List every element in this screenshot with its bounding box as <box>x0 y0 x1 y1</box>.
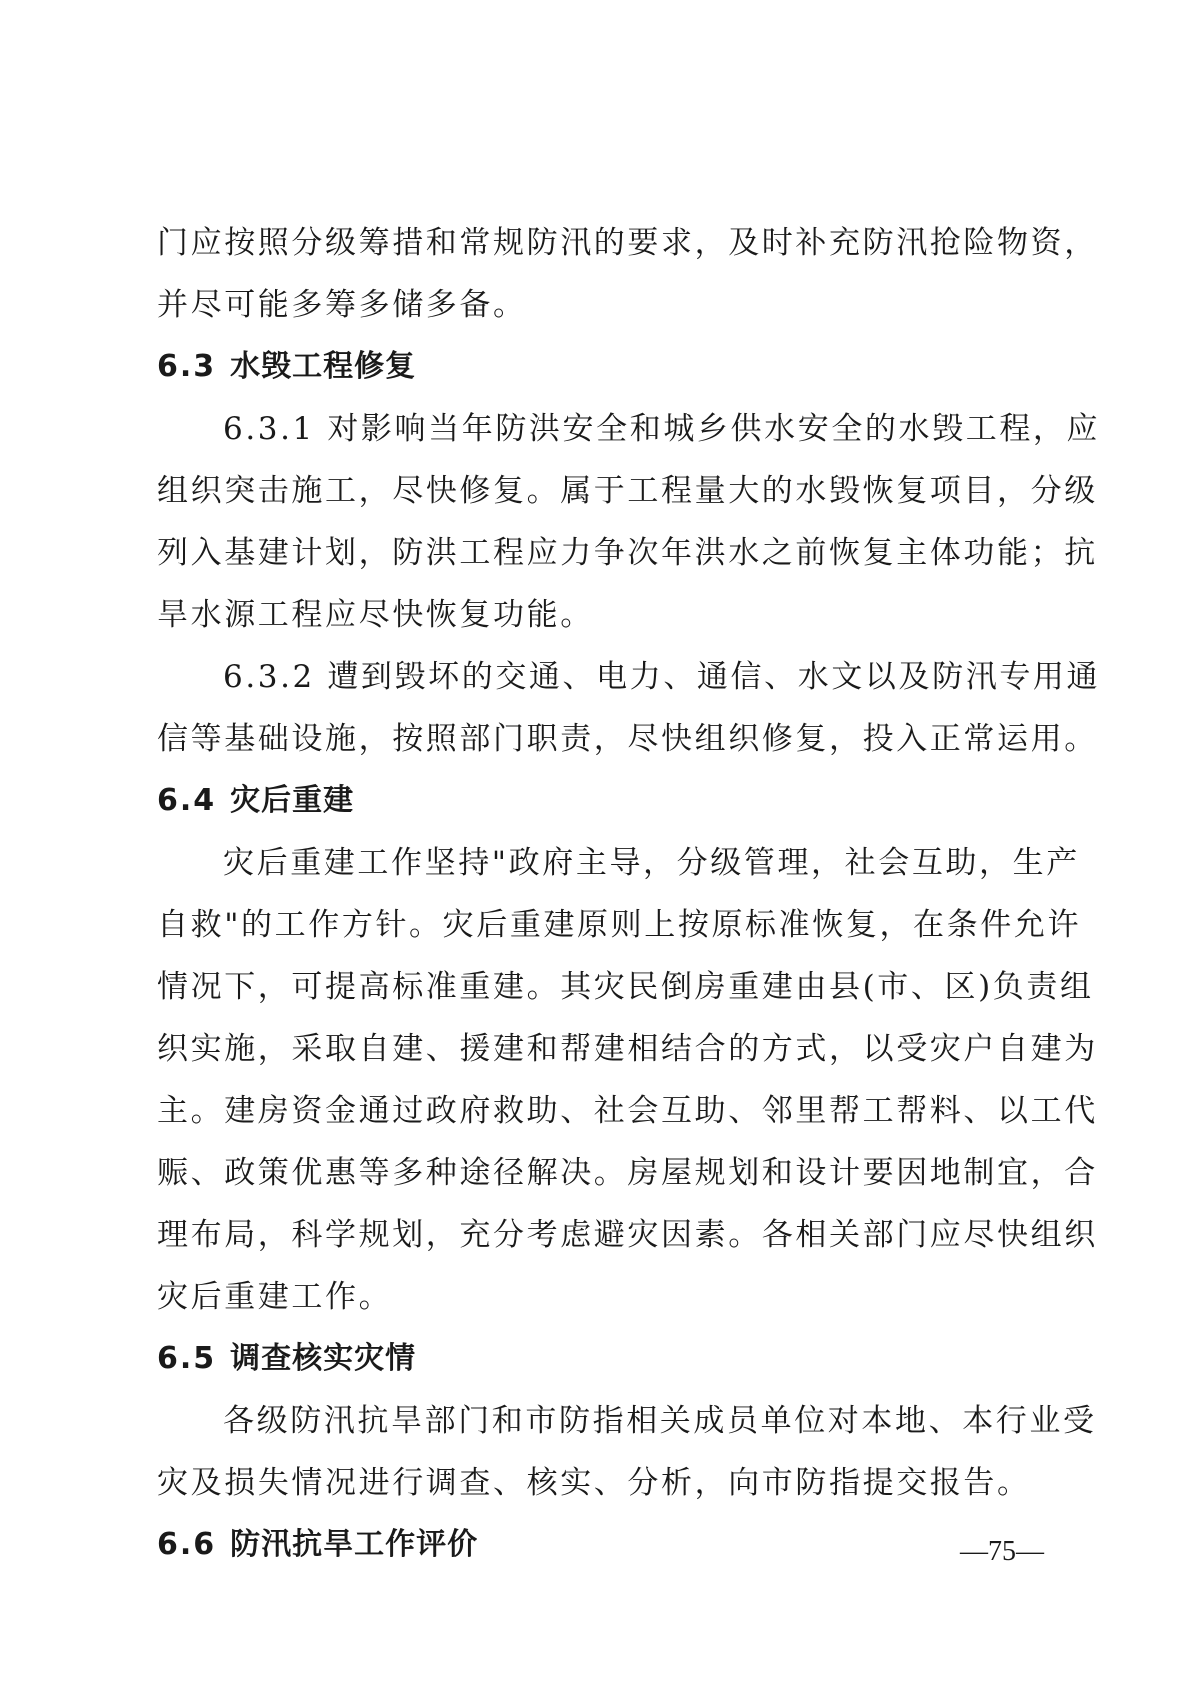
section-heading <box>157 336 1047 398</box>
text-line: 灾后重建工作。 <box>157 1279 393 1315</box>
text-line: 赈、政策优惠等多种途径解决。房屋规划和设计要因地制宜，合 <box>157 1155 1098 1191</box>
text-line: 灾后重建工作坚持"政府主导，分级管理，社会互助，生产 <box>223 845 1080 881</box>
section-number: 6.5 <box>157 1341 217 1376</box>
section-number: 6.4 <box>157 783 217 818</box>
text-line: 信等基础设施，按照部门职责，尽快组织修复，投入正常运用。 <box>157 721 1098 757</box>
text-line: 理布局，科学规划，充分考虑避灾因素。各相关部门应尽快组织 <box>157 1217 1098 1253</box>
page-number: —75— <box>960 1536 1044 1567</box>
section-title: 灾后重建 <box>230 783 355 818</box>
section-number: 6.3 <box>157 349 217 384</box>
text-line: 织实施，采取自建、援建和帮建相结合的方式，以受灾户自建为 <box>157 1031 1098 1067</box>
text-line: 情况下，可提高标准重建。其灾民倒房重建由县(市、区)负责组 <box>157 969 1094 1005</box>
document-body <box>157 212 1101 1576</box>
section-heading <box>157 1514 1047 1576</box>
text-line: 旱水源工程应尽快恢复功能。 <box>157 597 594 633</box>
text-line: 6.3.2 遭到毁坏的交通、电力、通信、水文以及防汛专用通 <box>223 659 1101 695</box>
text-line: 6.3.1 对影响当年防洪安全和城乡供水安全的水毁工程，应 <box>223 411 1101 447</box>
section-number: 6.6 <box>157 1527 217 1562</box>
text-line: 门应按照分级筹措和常规防汛的要求，及时补充防汛抢险物资， <box>157 225 1098 261</box>
text-line: 组织突击施工，尽快修复。属于工程量大的水毁恢复项目，分级 <box>157 473 1098 509</box>
section-title: 防汛抗旱工作评价 <box>230 1527 479 1562</box>
text-line: 列入基建计划，防洪工程应力争次年洪水之前恢复主体功能；抗 <box>157 535 1098 571</box>
text-line: 灾及损失情况进行调查、核实、分析，向市防指提交报告。 <box>157 1465 1031 1501</box>
text-line: 自救"的工作方针。灾后重建原则上按原标准恢复，在条件允许 <box>157 907 1082 943</box>
text-line: 主。建房资金通过政府救助、社会互助、邻里帮工帮料、以工代 <box>157 1093 1098 1129</box>
section-title: 水毁工程修复 <box>230 349 417 384</box>
section-heading <box>157 1328 1047 1390</box>
section-title: 调查核实灾情 <box>230 1341 417 1376</box>
section-heading <box>157 770 1047 832</box>
text-line: 各级防汛抗旱部门和市防指相关成员单位对本地、本行业受 <box>223 1403 1097 1439</box>
text-line: 并尽可能多筹多储多备。 <box>157 287 527 323</box>
